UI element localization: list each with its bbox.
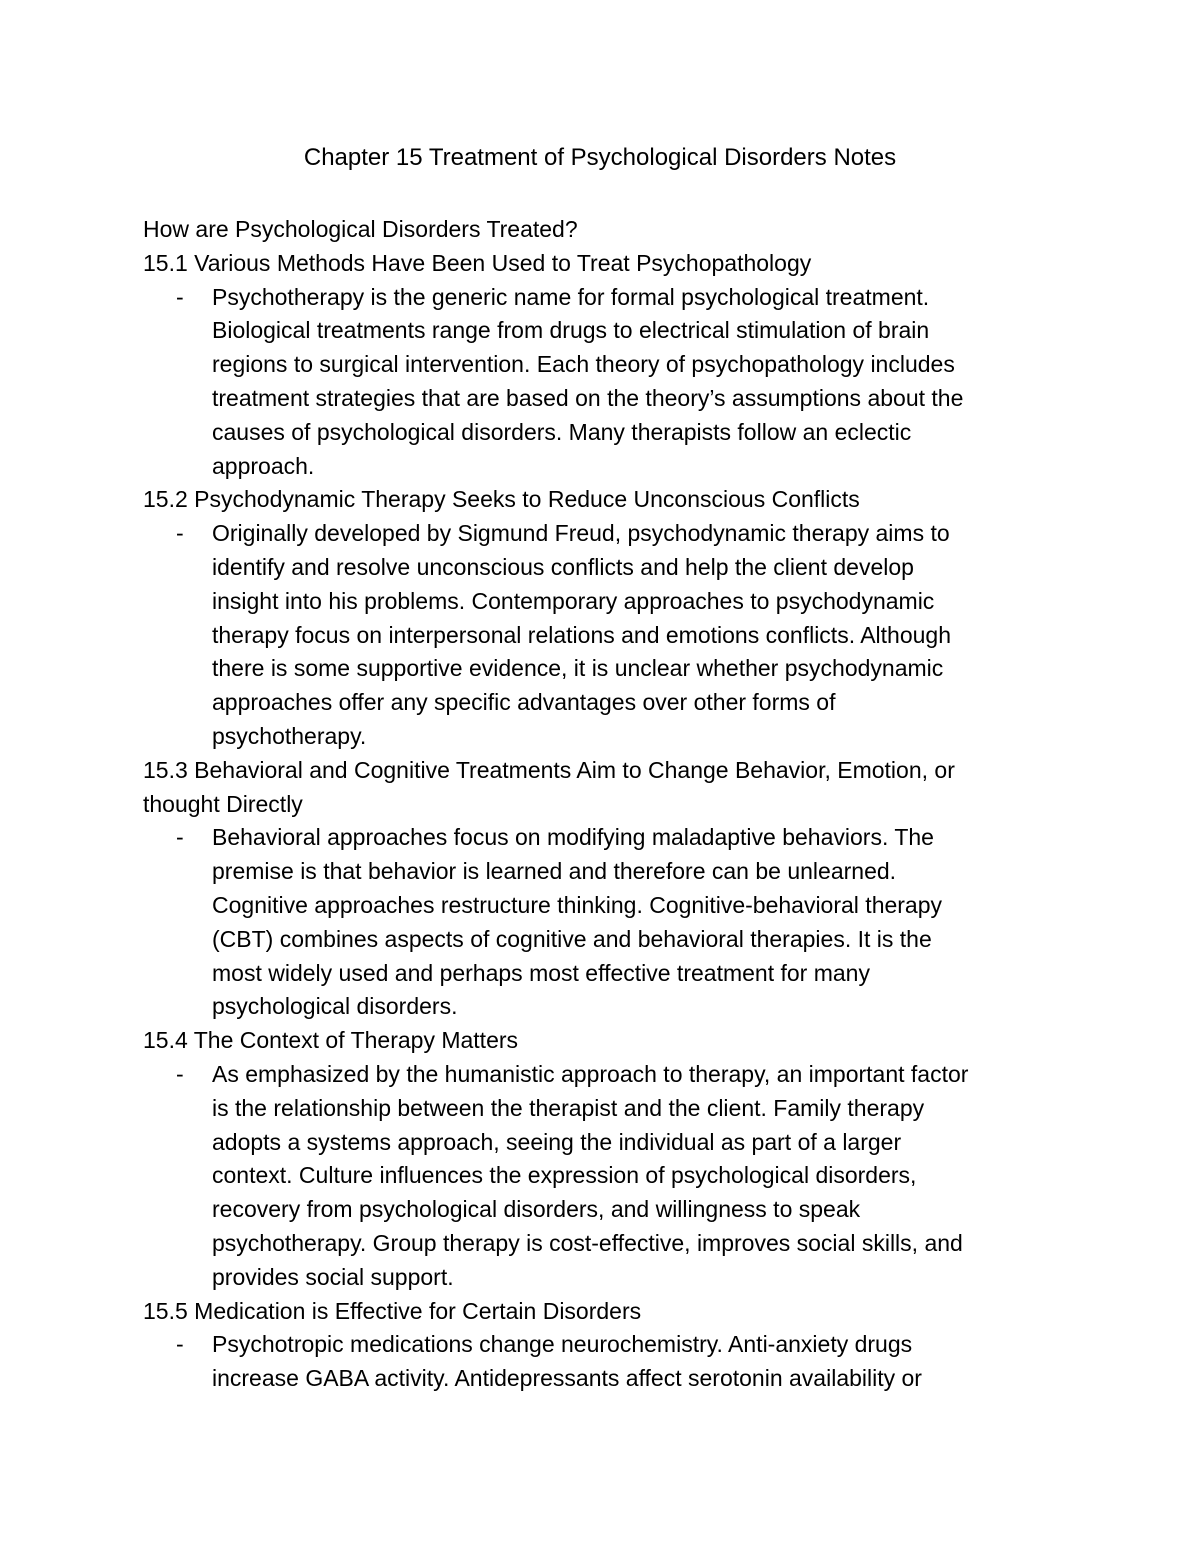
bullet-line: adopts a systems approach, seeing the individual as part of a larger [212,1128,902,1155]
bullet-dash-icon: - [176,283,184,310]
bullet-text [212,281,1063,484]
bullet-line: increase GABA activity. Antidepressants affect serotonin availability or [212,1365,922,1392]
bullet-line: Behavioral approaches focus on modifying maladaptive behaviors. The [212,824,934,851]
bullet-line: Cognitive approaches restructure thinking. Cognitive-behavioral therapy [212,891,943,918]
section-3 [143,754,1063,1024]
bullet-line: recovery from psychological disorders, and willingness to speak [212,1196,861,1223]
bullet-line: therapy focus on interpersonal relations and emotions conflicts. Although [212,621,951,648]
bullet-text [212,1328,1063,1396]
bullet-line: Psychotropic medications change neurochemistry. Anti-anxiety drugs [212,1331,913,1358]
intro-question: How are Psychological Disorders Treated? [143,216,578,242]
section-heading: 15.4 The Context of Therapy Matters [143,1027,519,1054]
bullet-line: treatment strategies that are based on the theory’s assumptions about the [212,384,964,411]
bullet-line: identify and resolve unconscious conflicts and help the client develop [212,553,914,580]
section-5 [143,1295,1063,1396]
bullet-point [143,821,1063,1024]
bullet-dash-icon: - [176,824,184,851]
section-4 [143,1024,1063,1294]
bullet-line: psychotherapy. Group therapy is cost-effective, improves social skills, and [212,1229,963,1256]
bullet-text [212,517,1063,754]
section-2 [143,483,1063,753]
bullet-line: Originally developed by Sigmund Freud, psychodynamic therapy aims to [212,520,950,547]
section-heading: 15.2 Psychodynamic Therapy Seeks to Reduce Unconscious Conflicts [143,486,860,513]
bullet-point [143,1058,1063,1295]
bullet-line: provides social support. [212,1263,454,1290]
section-heading: 15.5 Medication is Effective for Certain Disorders [143,1297,642,1324]
bullet-line: context. Culture influences the expression of psychological disorders, [212,1162,917,1189]
bullet-line: most widely used and perhaps most effective treatment for many [212,959,870,986]
sections-container [143,247,1063,1396]
section-heading: 15.1 Various Methods Have Been Used to Treat Psychopathology [143,249,812,276]
bullet-dash-icon: - [176,520,184,547]
bullet-line: psychological disorders. [212,993,458,1020]
bullet-line: causes of psychological disorders. Many therapists follow an eclectic [212,418,912,445]
bullet-point [143,517,1063,754]
bullet-line: Psychotherapy is the generic name for formal psychological treatment. [212,283,930,310]
bullet-line: As emphasized by the humanistic approach to therapy, an important factor [212,1060,969,1087]
bullet-line: premise is that behavior is learned and therefore can be unlearned. [212,858,897,885]
section-heading: thought Directly [143,790,303,817]
bullet-point [143,1328,1063,1396]
bullet-text [212,821,1063,1024]
bullet-dash-icon: - [176,1060,184,1087]
bullet-line: Biological treatments range from drugs to electrical stimulation of brain [212,317,930,344]
document-body [143,213,1063,1396]
bullet-line: (CBT) combines aspects of cognitive and behavioral therapies. It is the [212,925,932,952]
document-title: Chapter 15 Treatment of Psychological Disorders Notes [303,144,897,171]
section-1 [143,247,1063,484]
bullet-line: there is some supportive evidence, it is unclear whether psychodynamic [212,655,944,682]
bullet-line: regions to surgical intervention. Each theory of psychopathology includes [212,351,955,378]
bullet-dash-icon: - [176,1331,184,1358]
bullet-line: approaches offer any specific advantages over other forms of [212,689,836,716]
bullet-line: is the relationship between the therapist and the client. Family therapy [212,1094,925,1121]
bullet-line: insight into his problems. Contemporary approaches to psychodynamic [212,587,935,614]
bullet-line: psychotherapy. [212,722,367,749]
bullet-line: approach. [212,452,315,479]
bullet-point [143,281,1063,484]
bullet-text [212,1058,1063,1295]
section-heading: 15.3 Behavioral and Cognitive Treatments Aim to Change Behavior, Emotion, or [143,756,955,783]
